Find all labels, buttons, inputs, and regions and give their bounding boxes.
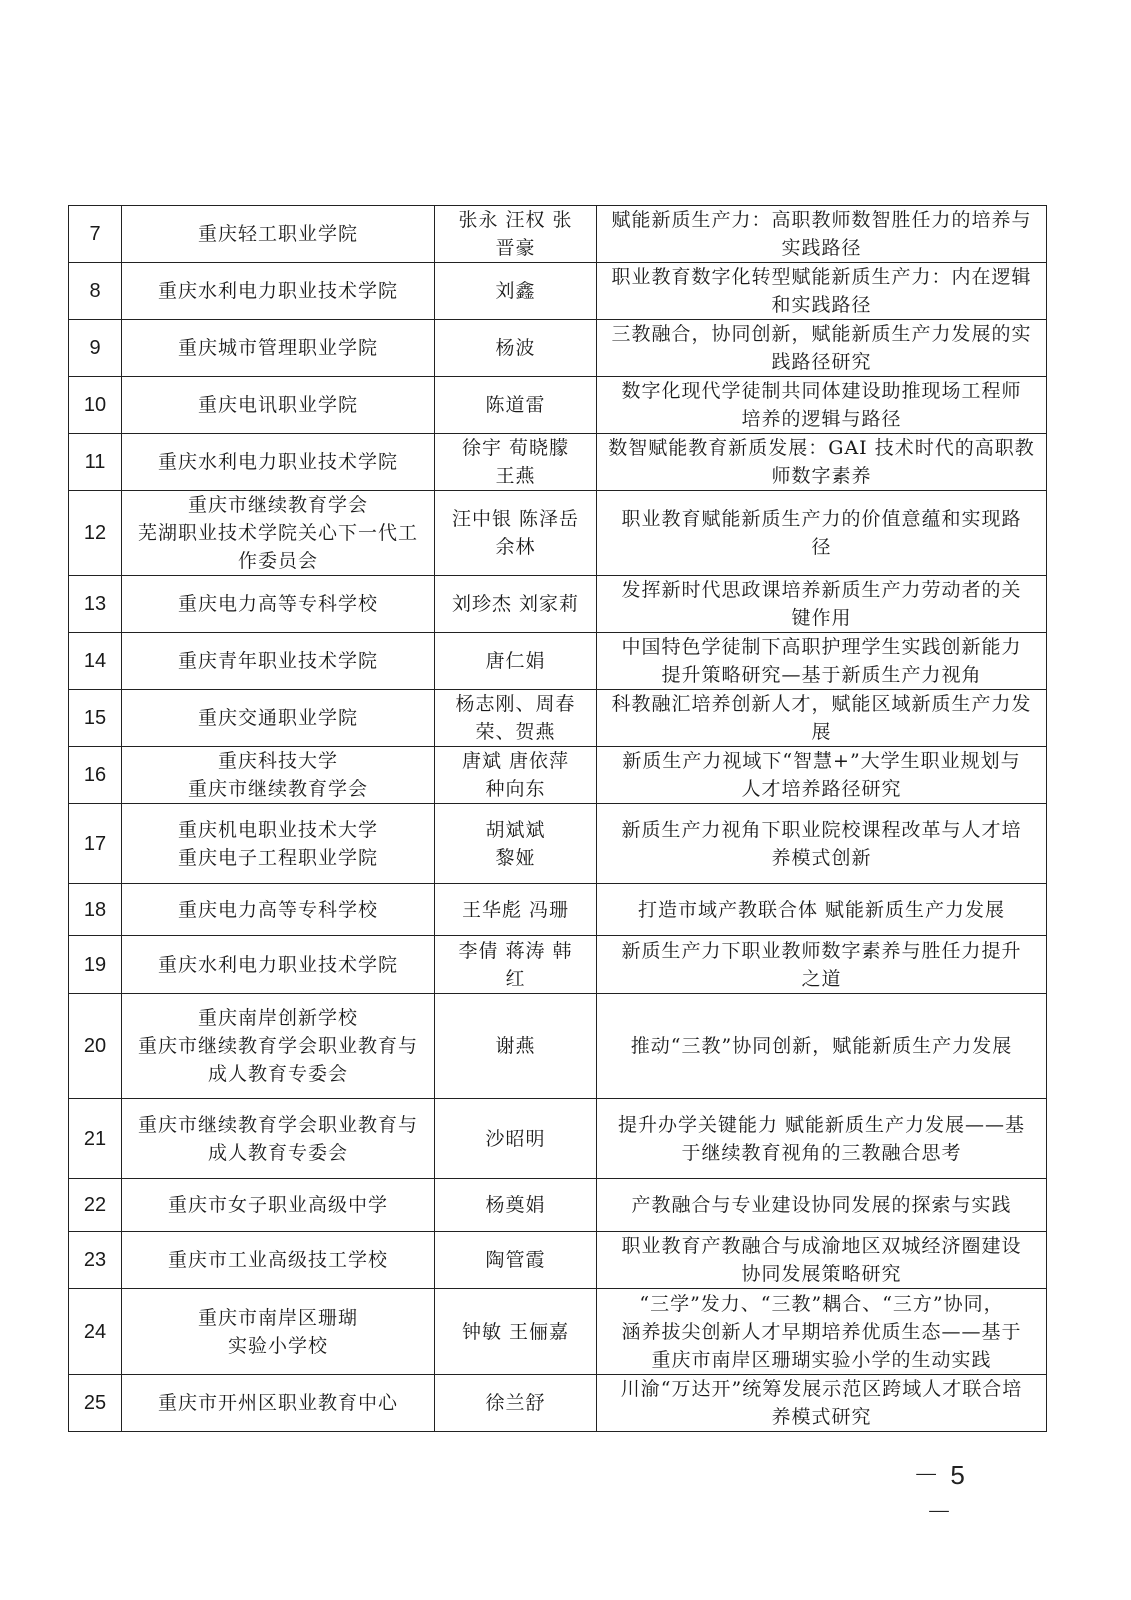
table-row	[69, 936, 1047, 994]
title-cell: 数智赋能教育新质发展：GAI 技术时代的高职教 师数字素养	[597, 434, 1047, 491]
author-cell: 徐宇 荀晓朦 王燕	[435, 434, 597, 491]
author-cell: 谢燕	[435, 994, 597, 1099]
title-cell: 三教融合，协同创新，赋能新质生产力发展的实 践路径研究	[597, 320, 1047, 377]
author-cell: 沙昭明	[435, 1099, 597, 1179]
row-number: 12	[69, 491, 122, 576]
row-number: 19	[69, 936, 122, 994]
table-row	[69, 1099, 1047, 1179]
author-cell: 胡斌斌 黎娅	[435, 804, 597, 884]
title-cell: 新质生产力下职业教师数字素养与胜任力提升 之道	[597, 936, 1047, 994]
unit-cell: 重庆市继续教育学会职业教育与 成人教育专委会	[122, 1099, 435, 1179]
unit-cell: 重庆市女子职业高级中学	[122, 1179, 435, 1232]
title-cell: 数字化现代学徒制共同体建设助推现场工程师 培养的逻辑与路径	[597, 377, 1047, 434]
row-number: 20	[69, 994, 122, 1099]
table-row	[69, 1289, 1047, 1375]
title-cell: 发挥新时代思政课培养新质生产力劳动者的关 键作用	[597, 576, 1047, 633]
author-cell: 陶管霞	[435, 1232, 597, 1289]
unit-cell: 重庆青年职业技术学院	[122, 633, 435, 690]
unit-cell: 重庆市继续教育学会 芜湖职业技术学院关心下一代工 作委员会	[122, 491, 435, 576]
table-row	[69, 263, 1047, 320]
unit-cell: 重庆南岸创新学校 重庆市继续教育学会职业教育与 成人教育专委会	[122, 994, 435, 1099]
title-cell: 打造市域产教联合体 赋能新质生产力发展	[597, 884, 1047, 936]
unit-cell: 重庆轻工职业学院	[122, 206, 435, 263]
unit-cell: 重庆电讯职业学院	[122, 377, 435, 434]
author-cell: 刘珍杰 刘家莉	[435, 576, 597, 633]
unit-cell: 重庆市南岸区珊瑚 实验小学校	[122, 1289, 435, 1375]
title-cell: 中国特色学徒制下高职护理学生实践创新能力 提升策略研究—基于新质生产力视角	[597, 633, 1047, 690]
author-cell: 汪中银 陈泽岳 余林	[435, 491, 597, 576]
row-number: 25	[69, 1375, 122, 1432]
table-row	[69, 320, 1047, 377]
row-number: 24	[69, 1289, 122, 1375]
unit-cell: 重庆城市管理职业学院	[122, 320, 435, 377]
unit-cell: 重庆电力高等专科学校	[122, 576, 435, 633]
author-cell: 钟敏 王俪嘉	[435, 1289, 597, 1375]
row-number: 7	[69, 206, 122, 263]
title-cell: “三学”发力、“三教”耦合、“三方”协同， 涵养拔尖创新人才早期培养优质生态——基于 重庆市南岸区珊瑚实验小学的生动实践	[597, 1289, 1047, 1375]
title-cell: 新质生产力视角下职业院校课程改革与人才培 养模式创新	[597, 804, 1047, 884]
row-number: 23	[69, 1232, 122, 1289]
title-cell: 职业教育赋能新质生产力的价值意蕴和实现路 径	[597, 491, 1047, 576]
title-cell: 职业教育产教融合与成渝地区双城经济圈建设 协同发展策略研究	[597, 1232, 1047, 1289]
author-cell: 李倩 蒋涛 韩 红	[435, 936, 597, 994]
table-row	[69, 690, 1047, 747]
table-row	[69, 377, 1047, 434]
author-cell: 刘鑫	[435, 263, 597, 320]
table-row	[69, 206, 1047, 263]
title-cell: 提升办学关键能力 赋能新质生产力发展——基 于继续教育视角的三教融合思考	[597, 1099, 1047, 1179]
title-cell: 科教融汇培养创新人才，赋能区域新质生产力发 展	[597, 690, 1047, 747]
table-row	[69, 1375, 1047, 1432]
unit-cell: 重庆电力高等专科学校	[122, 884, 435, 936]
results-table-container	[68, 205, 1046, 1432]
row-number: 21	[69, 1099, 122, 1179]
row-number: 8	[69, 263, 122, 320]
unit-cell: 重庆机电职业技术大学 重庆电子工程职业学院	[122, 804, 435, 884]
author-cell: 王华彪 冯珊	[435, 884, 597, 936]
unit-cell: 重庆水利电力职业技术学院	[122, 936, 435, 994]
table-row	[69, 1179, 1047, 1232]
row-number: 17	[69, 804, 122, 884]
row-number: 10	[69, 377, 122, 434]
unit-cell: 重庆市工业高级技工学校	[122, 1232, 435, 1289]
row-number: 11	[69, 434, 122, 491]
table-row	[69, 1232, 1047, 1289]
row-number: 14	[69, 633, 122, 690]
unit-cell: 重庆科技大学 重庆市继续教育学会	[122, 747, 435, 804]
author-cell: 杨志刚、周春 荣、贺燕	[435, 690, 597, 747]
author-cell: 陈道雷	[435, 377, 597, 434]
results-table-body	[69, 206, 1047, 1432]
unit-cell: 重庆水利电力职业技术学院	[122, 263, 435, 320]
table-row	[69, 633, 1047, 690]
unit-cell: 重庆水利电力职业技术学院	[122, 434, 435, 491]
table-row	[69, 884, 1047, 936]
unit-cell: 重庆交通职业学院	[122, 690, 435, 747]
author-cell: 徐兰舒	[435, 1375, 597, 1432]
title-cell: 新质生产力视域下“智慧+”大学生职业规划与 人才培养路径研究	[597, 747, 1047, 804]
author-cell: 张永 汪权 张 晋豪	[435, 206, 597, 263]
table-row	[69, 804, 1047, 884]
row-number: 15	[69, 690, 122, 747]
row-number: 9	[69, 320, 122, 377]
table-row	[69, 434, 1047, 491]
row-number: 16	[69, 747, 122, 804]
page-number: － 5 －	[913, 1460, 967, 1527]
table-row	[69, 994, 1047, 1099]
results-table	[68, 205, 1047, 1432]
title-cell: 推动“三教”协同创新，赋能新质生产力发展	[597, 994, 1047, 1099]
row-number: 18	[69, 884, 122, 936]
table-row	[69, 491, 1047, 576]
author-cell: 杨波	[435, 320, 597, 377]
title-cell: 产教融合与专业建设协同发展的探索与实践	[597, 1179, 1047, 1232]
table-row	[69, 747, 1047, 804]
title-cell: 赋能新质生产力：高职教师数智胜任力的培养与 实践路径	[597, 206, 1047, 263]
author-cell: 唐斌 唐依萍 种向东	[435, 747, 597, 804]
unit-cell: 重庆市开州区职业教育中心	[122, 1375, 435, 1432]
author-cell: 杨奠娟	[435, 1179, 597, 1232]
row-number: 22	[69, 1179, 122, 1232]
row-number: 13	[69, 576, 122, 633]
table-row	[69, 576, 1047, 633]
author-cell: 唐仁娟	[435, 633, 597, 690]
title-cell: 川渝“万达开”统筹发展示范区跨域人才联合培 养模式研究	[597, 1375, 1047, 1432]
title-cell: 职业教育数字化转型赋能新质生产力：内在逻辑 和实践路径	[597, 263, 1047, 320]
